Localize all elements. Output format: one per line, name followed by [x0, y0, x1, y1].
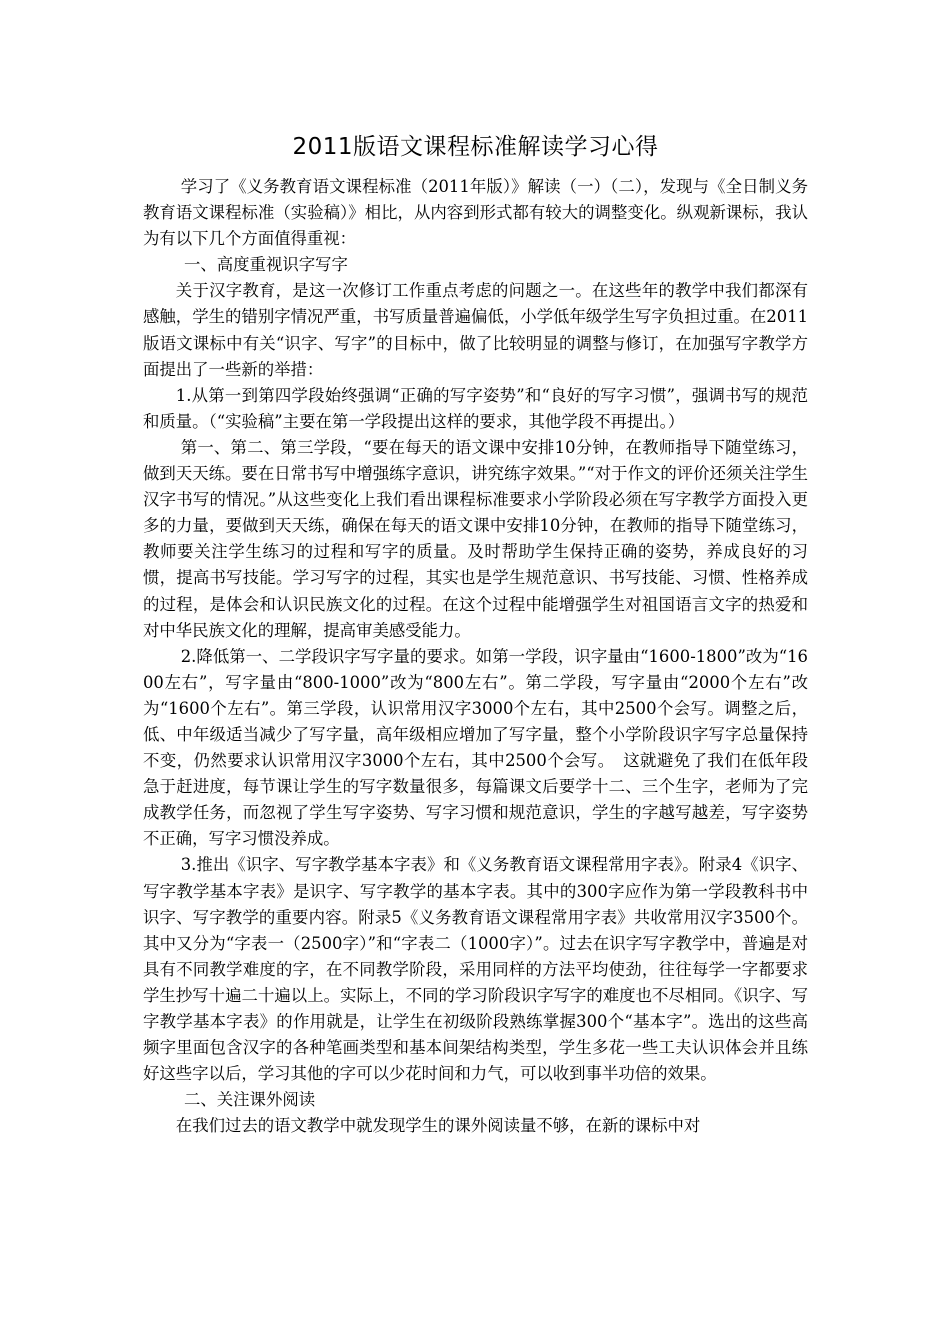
body-paragraph: 第一、第二、第三学段，“要在每天的语文课中安排10分钟，在教师指导下随堂练习，做到天天练。要在日常书写中增强练字意识，讲究练字效果。”“对于作文的评价还须关注学生汉字书写的情况。”从这些变化上我们看出课程标准要求小学阶段必须在写字教学方面投入更多的力量，要做到天天练，确保在每天的语文课中安排10分钟，在教师的指导下随堂练习，教师要关注学生练习的过程和写字的质量。及时帮助学生保持正确的姿势，养成良好的习惯，提高书写技能。学习写字的过程，其实也是学生规范意识、书写技能、习惯、性格养成的过程，是体会和认识民族文化的过程。在这个过程中能增强学生对祖国语言文字的热爱和对中华民族文化的理解，提高审美感受能力。 [143, 437, 808, 640]
body-paragraph: 在我们过去的语文教学中就发现学生的课外阅读量不够，在新的课标中对 [175, 1116, 701, 1136]
section-heading-2: 二、关注课外阅读 [184, 1090, 316, 1110]
document-page [143, 128, 808, 1139]
body-paragraph: 1.从第一到第四学段始终强调“正确的写字姿势”和“良好的写字习惯”，强调书写的规范和质量。（“实验稿”主要在第一学段提出这样的要求，其他学段不再提出。） [143, 385, 808, 431]
document-title: 2011版语文课程标准解读学习心得 [292, 134, 659, 160]
intro-paragraph: 学习了《义务教育语文课程标准（2011年版）》解读（一）（二），发现与《全日制义务教育语文课程标准（实验稿）》相比，从内容到形式都有较大的调整变化。纵观新课标，我认为有以下几个方面值得重视： [143, 177, 808, 249]
body-paragraph: 关于汉字教育，是这一次修订工作重点考虑的问题之一。在这些年的教学中我们都深有感触，学生的错别字情况严重，书写质量普遍偏低，小学低年级学生写字负担过重。在2011版语文课标中有关“识字、写字”的目标中，做了比较明显的调整与修订，在加强写字教学方面提出了一些新的举措： [143, 281, 808, 379]
body-paragraph: 3.推出《识字、写字教学基本字表》和《义务教育语文课程常用字表》。附录4《识字、写字教学基本字表》是识字、写字教学的基本字表。其中的300字应作为第一学段教科书中识字、写字教学的重要内容。附录5《义务教育语文课程常用字表》共收常用汉字3500个。其中又分为“字表一（2500字）”和“字表二（1000字）”。过去在识字写字教学中，普遍是对具有不同教学难度的字，在不同教学阶段，采用同样的方法平均使劲，往往每学一字都要求学生抄写十遍二十遍以上。实际上，不同的学习阶段识字写字的难度也不尽相同。《识字、写字教学基本字表》的作用就是，让学生在初级阶段熟练掌握300个“基本字”。选出的这些高频字里面包含汉字的各种笔画类型和基本间架结构类型，学生多花一些工夫认识体会并且练好这些字以后，学习其他的字可以少花时间和力气，可以收到事半功倍的效果。 [143, 855, 808, 1084]
body-paragraph: 2.降低第一、二学段识字写字量的要求。如第一学段，识字量由“1600-1800”改为“1600左右”，写字量由“800-1000”改为“800左右”。第二学段，写字量由“2000个左右”改为“1600个左右”。第三学段，认识常用汉字3000个左右，其中2500个会写。调整之后，低、中年级适当减少了写字量，高年级相应增加了写字量，整个小学阶段识字写字总量保持不变，仍然要求认识常用汉字3000个左右，其中2500个会写。 这就避免了我们在低年段急于赶进度，每节课让学生的写字数量很多，每篇课文后要学十二、三个生字，老师为了完成教学任务，而忽视了学生写字姿势、写字习惯和规范意识，学生的字越写越差，写字姿势不正确，写字习惯没养成。 [143, 646, 808, 849]
section-heading-1: 一、高度重视识字写字 [184, 255, 348, 275]
